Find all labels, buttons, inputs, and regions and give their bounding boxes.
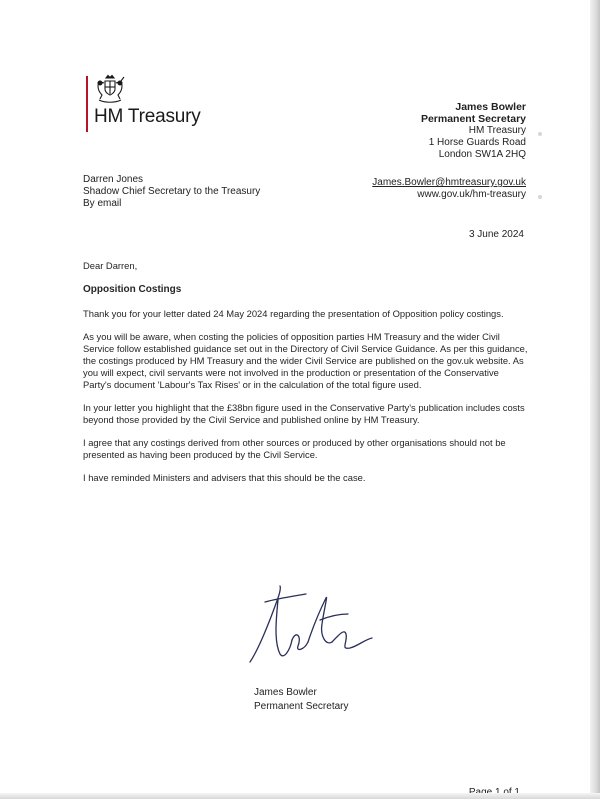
sender-address-block xyxy=(421,101,526,161)
logo-red-rule xyxy=(86,76,88,132)
letter-subject: Opposition Costings xyxy=(83,284,182,295)
sender-email-link[interactable]: James.Bowler@hmtreasury.gov.uk xyxy=(372,177,526,188)
salutation: Dear Darren, xyxy=(83,260,138,271)
page-edge-shadow xyxy=(590,0,600,799)
royal-coat-of-arms-icon xyxy=(93,74,127,104)
body-paragraph: In your letter you highlight that the £38bn figure used in the Conservative Party's publication includes costs beyond those provided by the Civil Service and published online by HM Treasury. xyxy=(83,402,525,425)
body-paragraph: I have reminded Ministers and advisers that this should be the case. xyxy=(83,472,366,483)
body-paragraph: Thank you for your letter dated 24 May 2024 regarding the presentation of Opposition policy costings. xyxy=(83,308,504,319)
address-line: 1 Horse Guards Road xyxy=(428,137,526,148)
handwritten-signature xyxy=(240,580,390,670)
page-edge-shadow xyxy=(0,793,600,799)
contact-block xyxy=(372,177,526,201)
sender-name: James Bowler xyxy=(455,101,526,113)
recipient-name: Darren Jones xyxy=(83,174,144,185)
address-line: London SW1A 2HQ xyxy=(438,149,526,160)
body-paragraph: As you will be aware, when costing the policies of opposition parties HM Treasury and the wider Civil Service follow established guidance set out in the Directory of Civil Service Guidance. As per this guidance, the costings produced by HM Treasury and the wider Civil Service are published on the gov.uk website. As you will expect, civil servants were not involved in the production or presentation of the Conservative Party's document 'Labour's Tax Rises' or in the calculation of the total figure used. xyxy=(83,331,528,390)
address-line: HM Treasury xyxy=(468,125,526,136)
sender-title: Permanent Secretary xyxy=(420,113,526,125)
recipient-block xyxy=(83,174,260,210)
organisation-name: HM Treasury xyxy=(94,106,201,127)
signoff-name: James Bowler xyxy=(254,687,317,698)
delivery-method: By email xyxy=(83,198,122,209)
sender-website: www.gov.uk/hm-treasury xyxy=(417,189,526,200)
recipient-role: Shadow Chief Secretary to the Treasury xyxy=(83,186,261,197)
signoff-block xyxy=(254,686,349,714)
margin-dot xyxy=(538,132,542,136)
hm-treasury-logo xyxy=(86,74,236,134)
body-paragraph: I agree that any costings derived from other sources or produced by other organisations should not be presented as having been produced by the Civil Service. xyxy=(83,437,506,460)
signoff-title: Permanent Secretary xyxy=(254,701,349,712)
letter-body xyxy=(83,260,529,495)
letter-date: 3 June 2024 xyxy=(468,229,524,240)
margin-dot xyxy=(538,195,542,199)
